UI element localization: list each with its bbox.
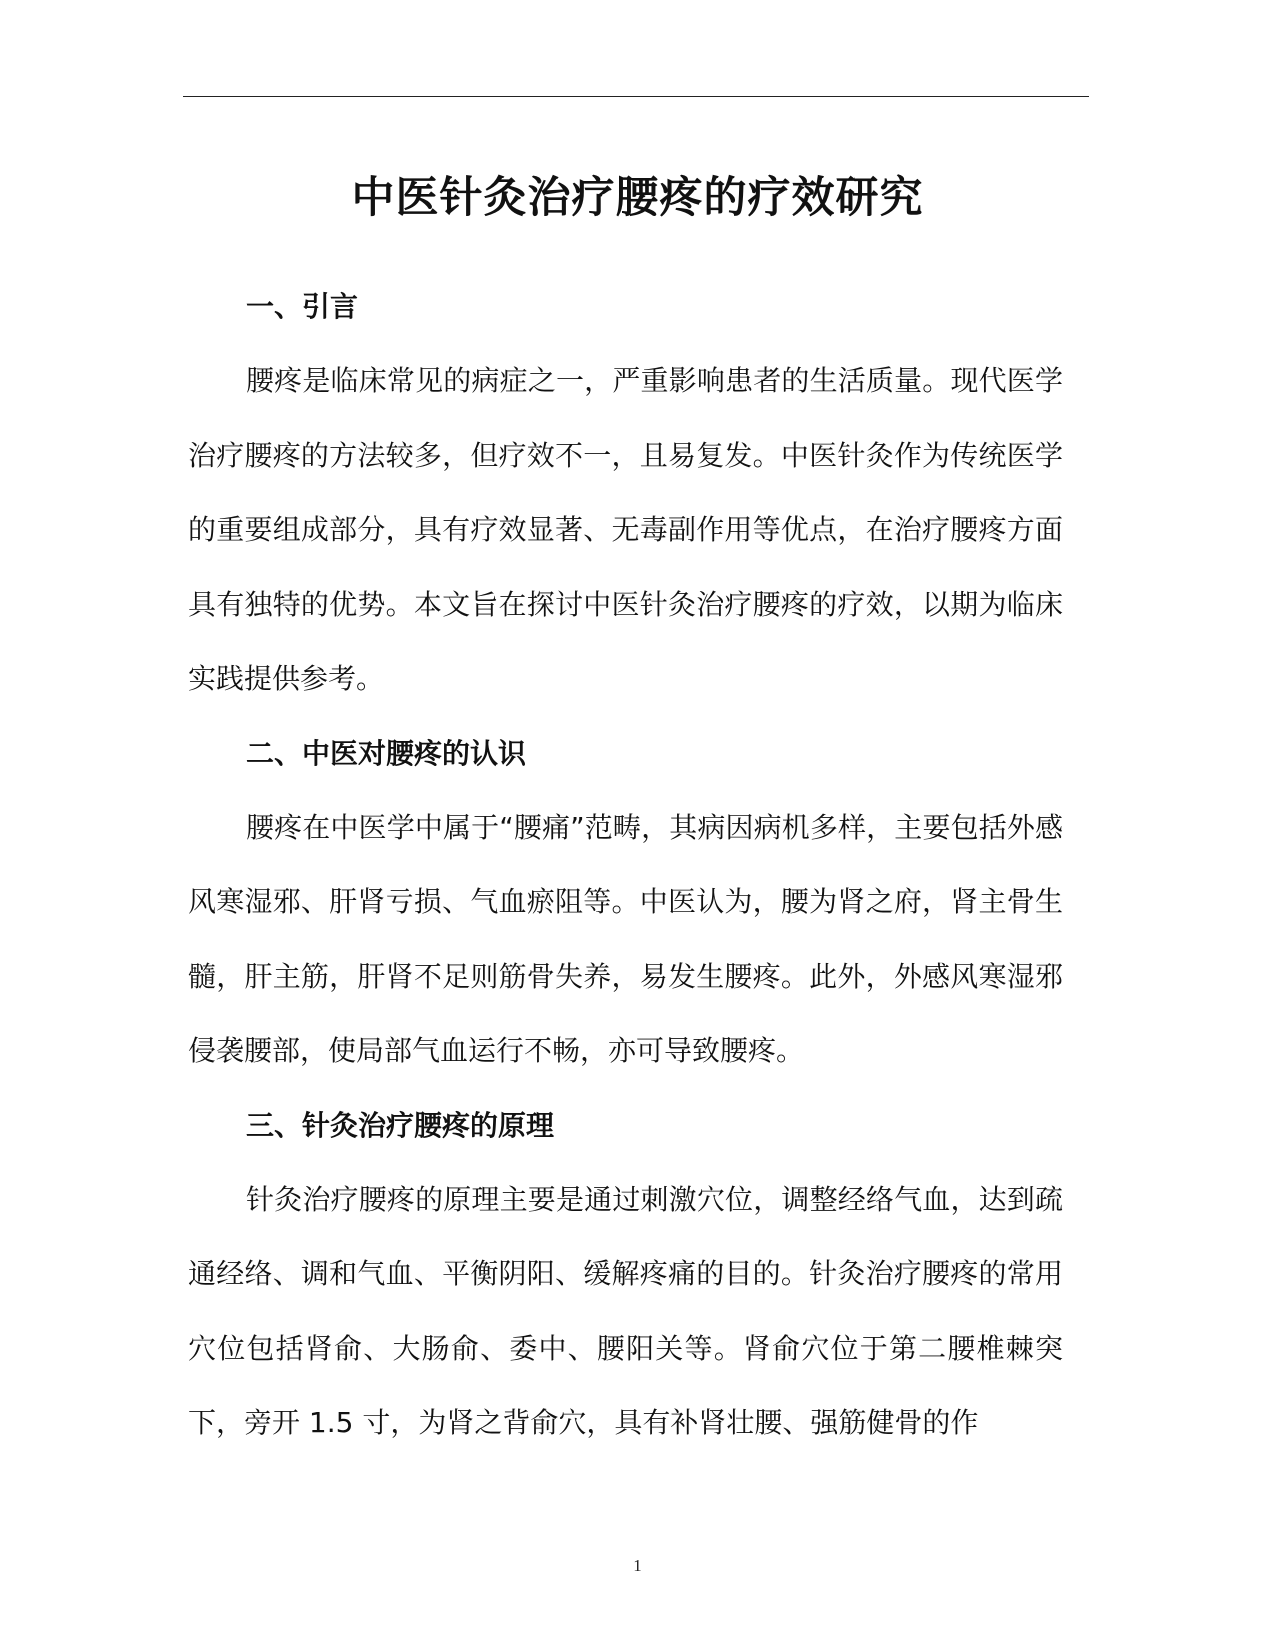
document-title: 中医针灸治疗腰疼的疗效研究 <box>351 173 924 223</box>
header-rule <box>183 96 1089 97</box>
document-body <box>188 270 1063 1461</box>
section-heading-introduction: 一、引言 <box>246 290 359 323</box>
page-number: 1 <box>633 1556 642 1575</box>
paragraph-acupuncture-principle: 针灸治疗腰疼的原理主要是通过刺激穴位，调整经络气血，达到疏通经络、调和气血、平衡阴阳、缓解疼痛的目的。针灸治疗腰疼的常用穴位包括肾俞、大肠俞、委中、腰阳关等。肾俞穴位于第二腰椎棘突下，旁开 1.5 寸，为肾之背俞穴，具有补肾壮腰、强筋健骨的作 <box>188 1182 1063 1439</box>
section-heading-tcm-understanding: 二、中医对腰疼的认识 <box>246 736 527 770</box>
paragraph-tcm-understanding: 腰疼在中医学中属于“腰痛”范畴，其病因病机多样，主要包括外感风寒湿邪、肝肾亏损、气血瘀阻等。中医认为，腰为肾之府，肾主骨生髓，肝主筋，肝肾不足则筋骨失养，易发生腰疼。此外，外感风寒湿邪侵袭腰部，使局部气血运行不畅，亦可导致腰疼。 <box>188 810 1063 1067</box>
section-heading-acupuncture-principle: 三、针灸治疗腰疼的原理 <box>246 1108 555 1142</box>
paragraph-introduction: 腰疼是临床常见的病症之一，严重影响患者的生活质量。现代医学治疗腰疼的方法较多，但疗效不一，且易复发。中医针灸作为传统医学的重要组成部分，具有疗效显著、无毒副作用等优点，在治疗腰疼方面具有独特的优势。本文旨在探讨中医针灸治疗腰疼的疗效，以期为临床实践提供参考。 <box>188 364 1063 695</box>
